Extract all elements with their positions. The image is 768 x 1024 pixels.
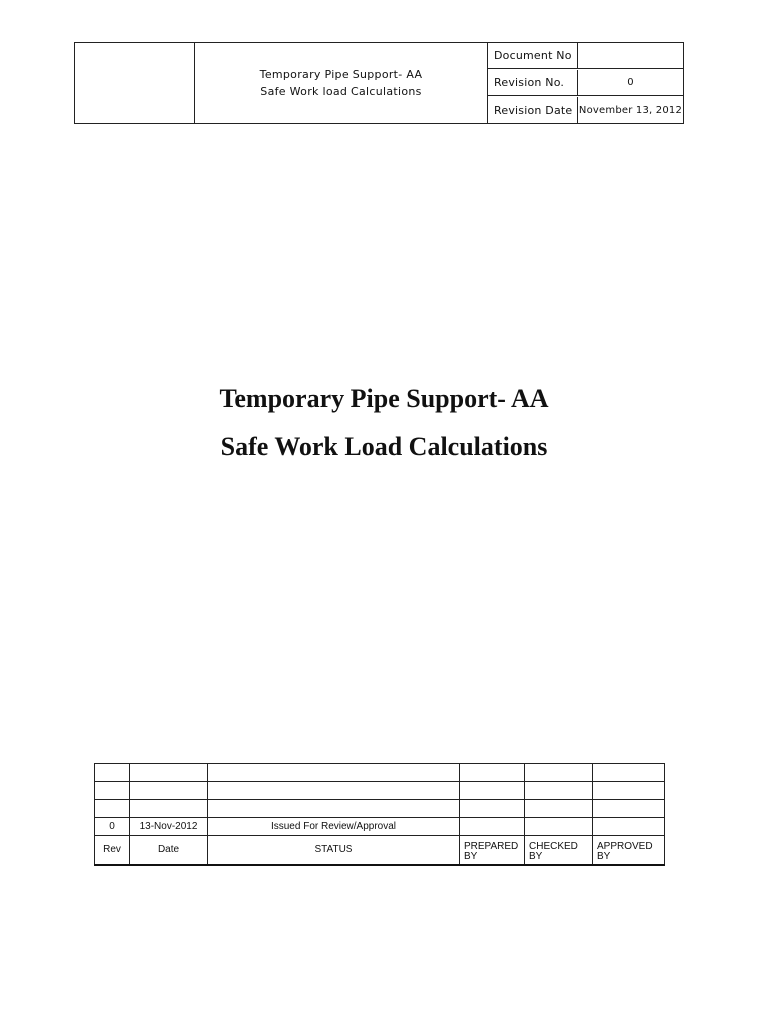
table-row xyxy=(95,800,665,818)
approved-cell xyxy=(593,818,665,836)
approved-by-header-line1: APPROVED xyxy=(597,840,653,852)
status-header: STATUS xyxy=(208,836,460,865)
checked-by-header-line1: CHECKED xyxy=(529,840,578,852)
revision-date-label: Revision Date xyxy=(488,97,578,123)
table-row xyxy=(95,764,665,782)
date-cell xyxy=(130,782,208,800)
prepared-cell xyxy=(460,782,525,800)
document-header xyxy=(74,42,684,124)
checked-cell xyxy=(525,764,593,782)
status-cell xyxy=(208,800,460,818)
header-title xyxy=(195,43,488,123)
prepared-cell xyxy=(460,800,525,818)
rev-cell xyxy=(95,764,130,782)
prepared-cell xyxy=(460,818,525,836)
document-no-value xyxy=(578,43,683,69)
table-row xyxy=(95,782,665,800)
main-title-line1: Temporary Pipe Support- AA xyxy=(219,384,549,413)
prepared-cell xyxy=(460,764,525,782)
approved-cell xyxy=(593,764,665,782)
header-title-line2: Safe Work load Calculations xyxy=(260,85,422,98)
checked-cell xyxy=(525,818,593,836)
date-cell xyxy=(130,800,208,818)
date-header: Date xyxy=(130,836,208,865)
date-cell: 13-Nov-2012 xyxy=(130,818,208,836)
logo-cell xyxy=(75,43,195,123)
table-row xyxy=(95,818,665,836)
checked-cell xyxy=(525,800,593,818)
revision-no-label: Revision No. xyxy=(488,70,578,96)
revision-date-value: November 13, 2012 xyxy=(578,104,683,116)
status-cell xyxy=(208,764,460,782)
checked-cell xyxy=(525,782,593,800)
approved-by-header-line2: BY xyxy=(597,850,611,862)
revision-table xyxy=(94,763,665,866)
rev-cell xyxy=(95,800,130,818)
prepared-by-header-line2: BY xyxy=(464,850,478,862)
checked-by-header xyxy=(525,836,593,865)
revision-no-value: 0 xyxy=(578,70,683,96)
date-cell xyxy=(130,764,208,782)
rev-cell: 0 xyxy=(95,818,130,836)
main-title-line2: Safe Work Load Calculations xyxy=(220,432,548,461)
rev-cell xyxy=(95,782,130,800)
rev-header: Rev xyxy=(95,836,130,865)
document-no-label: Document No xyxy=(488,43,578,69)
prepared-by-header xyxy=(460,836,525,865)
approved-cell xyxy=(593,800,665,818)
approved-by-header xyxy=(593,836,665,865)
header-title-line1: Temporary Pipe Support- AA xyxy=(259,68,423,81)
approved-cell xyxy=(593,782,665,800)
prepared-by-header-line1: PREPARED xyxy=(464,840,519,852)
table-header-row xyxy=(95,836,665,865)
checked-by-header-line2: BY xyxy=(529,850,543,862)
status-cell xyxy=(208,782,460,800)
status-cell: Issued For Review/Approval xyxy=(208,818,460,836)
